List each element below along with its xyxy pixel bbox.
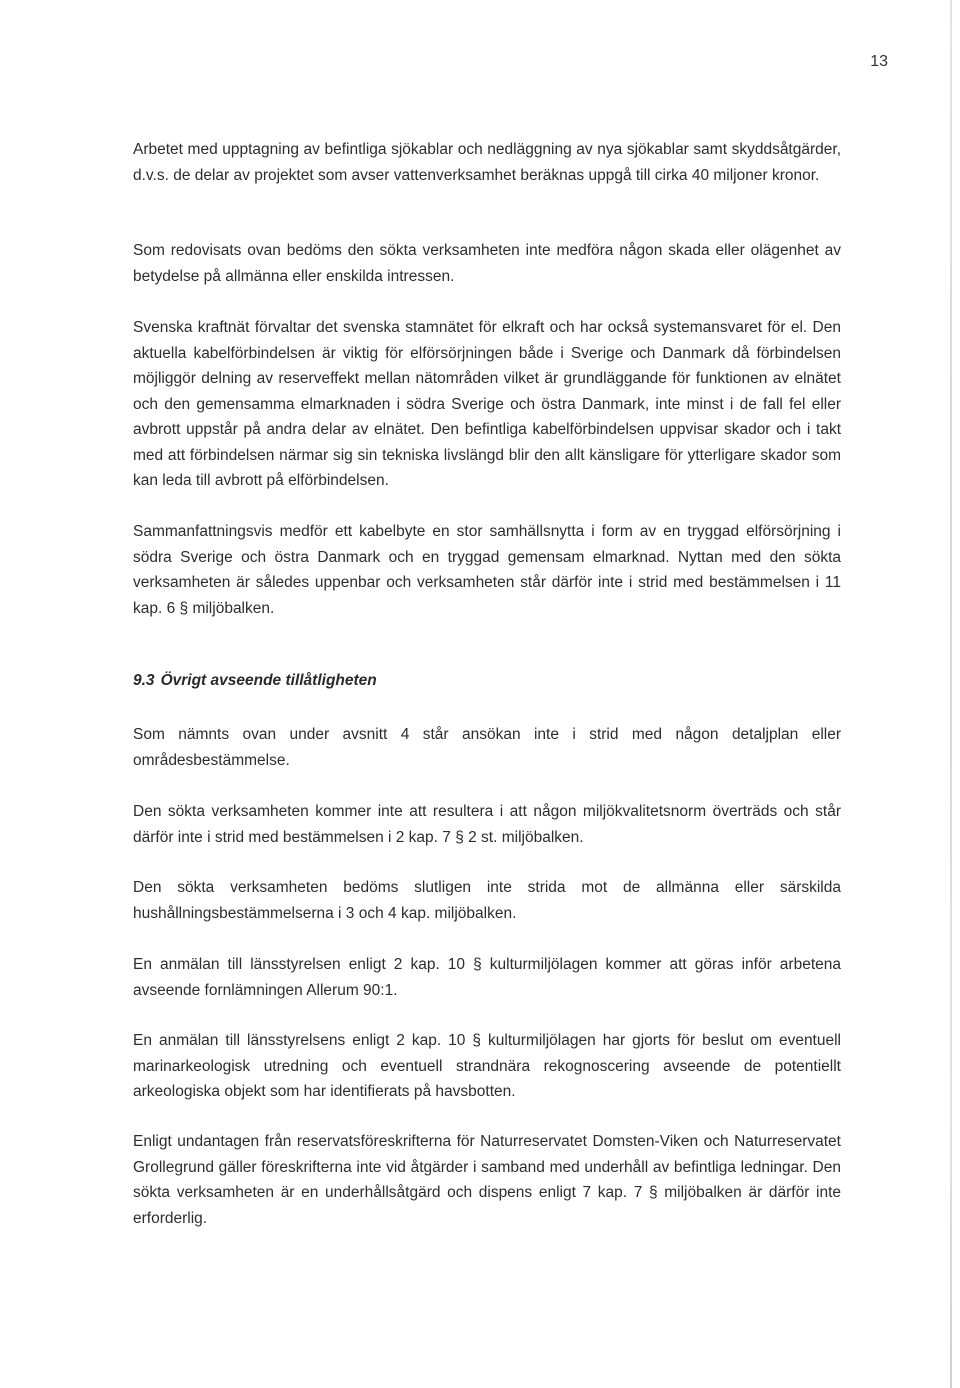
- paragraph-miljokvalitetsnorm: Den sökta verksamheten kommer inte att resultera i att någon miljökvalitetsnorm överträds och står därför inte i strid med bestämmelsen i 2 kap. 7 § 2 st. miljöbalken.: [133, 803, 841, 846]
- section-heading: [133, 672, 377, 690]
- page-number: 13: [870, 53, 888, 70]
- paragraph-no-harm: Som redovisats ovan bedöms den sökta verksamheten inte medföra någon skada eller olägenhet av betydelse på allmänna eller enskilda intressen.: [133, 242, 841, 285]
- paragraph-fornlamning: En anmälan till länsstyrelsen enligt 2 kap. 10 § kulturmiljölagen kommer att göras inför arbetena avseende fornlämningen Allerum 90:1.: [133, 956, 841, 999]
- paragraph-marinarkeologisk: En anmälan till länsstyrelsens enligt 2 kap. 10 § kulturmiljölagen har gjorts för beslut om eventuell marinarkeologisk utredning och eventuell strandnära rekognoscering avseende de potentiellt arkeologiska objekt som har identifierats på havsbotten.: [133, 1032, 841, 1100]
- paragraph-svenska-kraftnat: Svenska kraftnät förvaltar det svenska stamnätet för elkraft och har också systemansvaret för el. Den aktuella kabelförbindelsen är viktig för elförsörjningen både i Sverige och Danmark då förbindelsen möjliggör delning av reserveffekt mellan nätområden vilket är grundläggande för funktionen av elnätet och den gemensamma elmarknaden i södra Sverige och östra Danmark, inte minst i de fall fel eller avbrott uppstår på andra delar av elnätet. Den befintliga kabelförbindelsen uppvisar skador och i takt med att förbindelsen närmar sig sin tekniska livslängd blir den allt känsligare för ytterligare skador som kan leda till avbrott på elförbindelsen.: [133, 319, 841, 489]
- paragraph-detaljplan: Som nämnts ovan under avsnitt 4 står ansökan inte i strid med någon detaljplan eller områdesbestämmelse.: [133, 726, 841, 769]
- section-title: Övrigt avseende tillåtligheten: [160, 672, 377, 689]
- section-number: 9.3: [133, 672, 155, 689]
- paragraph-naturreservat: Enligt undantagen från reservatsföreskrifterna för Naturreservatet Domsten-Viken och Naturreservatet Grollegrund gäller föreskrifterna inte vid åtgärder i samband med underhåll av befintliga ledningar. Den sökta verksamheten är en underhållsåtgärd och dispens enligt 7 kap. 7 § miljöbalken är därför inte erforderlig.: [133, 1133, 841, 1227]
- paragraph-hushallning: Den sökta verksamheten bedöms slutligen inte strida mot de allmänna eller särskilda hushållningsbestämmelserna i 3 och 4 kap. miljöbalken.: [133, 879, 841, 922]
- paragraph-cost-estimate: Arbetet med upptagning av befintliga sjökablar och nedläggning av nya sjökablar samt skyddsåtgärder, d.v.s. de delar av projektet som avser vattenverksamhet beräknas uppgå till cirka 40 miljoner kronor.: [133, 141, 841, 184]
- scan-edge: [950, 0, 952, 1388]
- paragraph-summary: Sammanfattningsvis medför ett kabelbyte en stor samhällsnytta i form av en tryggad elförsörjning i södra Sverige och östra Danmark och en tryggad gemensam elmarknad. Nyttan med den sökta verksamheten är således uppenbar och verksamheten står därför inte i strid med bestämmelsen i 11 kap. 6 § miljöbalken.: [133, 523, 841, 617]
